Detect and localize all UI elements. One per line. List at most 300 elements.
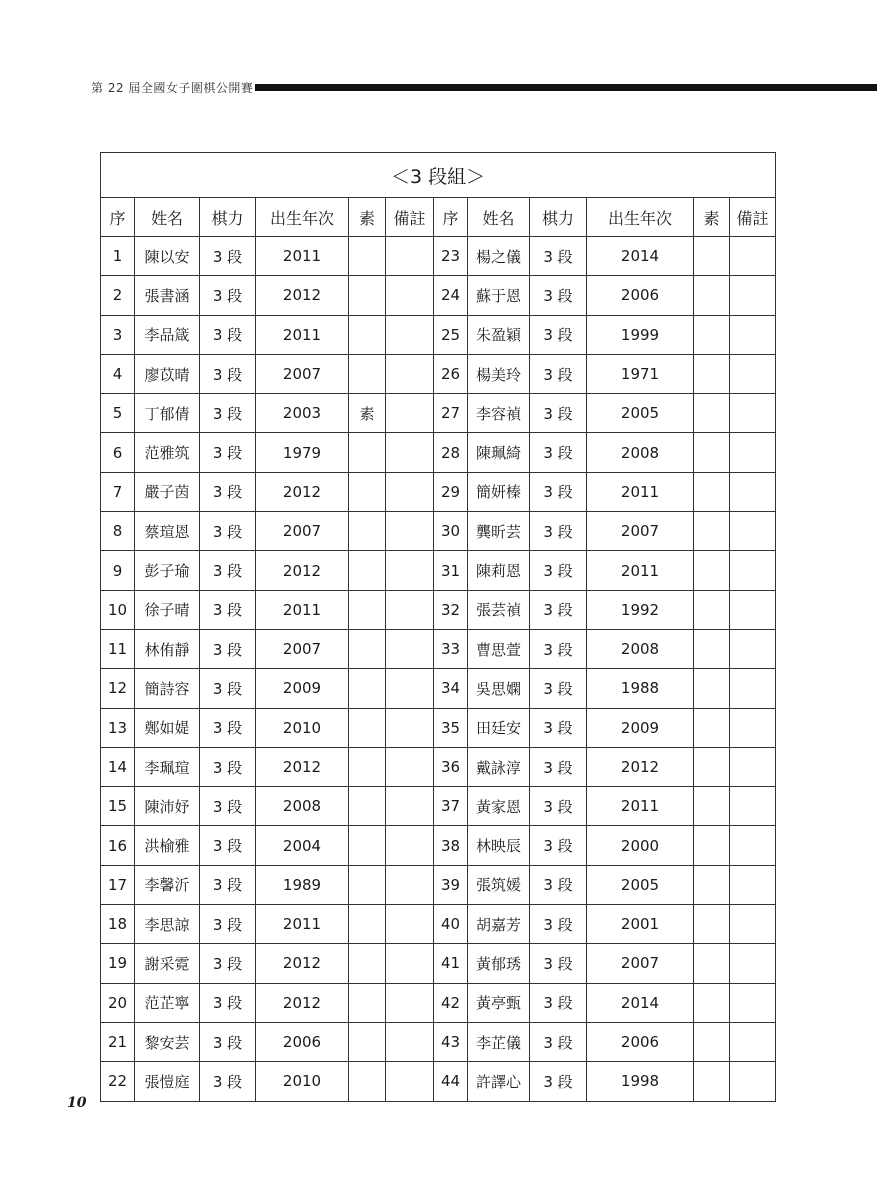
cell-amateur (349, 315, 386, 354)
cell-name: 李芷儀 (468, 1022, 530, 1061)
cell-seq: 31 (434, 551, 468, 590)
cell-name: 朱盈穎 (468, 315, 530, 354)
cell-remarks (730, 1062, 776, 1101)
cell-amateur (349, 629, 386, 668)
cell-remarks (730, 983, 776, 1022)
cell-rank: 3 段 (200, 590, 256, 629)
cell-amateur (349, 354, 386, 393)
column-header-name: 姓名 (135, 198, 200, 237)
cell-seq: 24 (434, 276, 468, 315)
cell-name: 李馨沂 (135, 865, 200, 904)
cell-birth-year: 2007 (256, 629, 349, 668)
cell-name: 丁郁倩 (135, 394, 200, 433)
cell-birth-year: 2008 (587, 433, 694, 472)
cell-amateur (694, 865, 730, 904)
cell-remarks (386, 708, 434, 747)
cell-seq: 8 (101, 512, 135, 551)
cell-rank: 3 段 (200, 551, 256, 590)
column-header-seq: 序 (434, 198, 468, 237)
cell-amateur (694, 669, 730, 708)
cell-birth-year: 1992 (587, 590, 694, 629)
cell-remarks (386, 237, 434, 276)
cell-rank: 3 段 (530, 708, 587, 747)
cell-seq: 32 (434, 590, 468, 629)
cell-rank: 3 段 (200, 1022, 256, 1061)
cell-birth-year: 2011 (256, 905, 349, 944)
cell-amateur (694, 237, 730, 276)
cell-rank: 3 段 (200, 865, 256, 904)
cell-birth-year: 2005 (587, 394, 694, 433)
cell-birth-year: 2010 (256, 708, 349, 747)
cell-amateur (349, 472, 386, 511)
cell-remarks (730, 315, 776, 354)
cell-amateur (694, 708, 730, 747)
cell-seq: 11 (101, 629, 135, 668)
cell-name: 李思諒 (135, 905, 200, 944)
cell-birth-year: 2008 (587, 629, 694, 668)
cell-amateur (349, 983, 386, 1022)
cell-amateur (694, 551, 730, 590)
cell-remarks (386, 590, 434, 629)
cell-name: 楊之儀 (468, 237, 530, 276)
cell-name: 范雅筑 (135, 433, 200, 472)
cell-amateur (694, 983, 730, 1022)
cell-birth-year: 2012 (256, 551, 349, 590)
cell-remarks (386, 472, 434, 511)
cell-amateur (694, 747, 730, 786)
cell-birth-year: 2007 (256, 512, 349, 551)
cell-remarks (386, 551, 434, 590)
cell-amateur (694, 1022, 730, 1061)
table-title-row (101, 153, 776, 198)
cell-name: 黃郁琇 (468, 944, 530, 983)
cell-name: 簡詩容 (135, 669, 200, 708)
table-row (101, 237, 776, 276)
cell-name: 張筑媛 (468, 865, 530, 904)
cell-amateur (694, 944, 730, 983)
cell-rank: 3 段 (530, 826, 587, 865)
cell-seq: 41 (434, 944, 468, 983)
cell-seq: 1 (101, 237, 135, 276)
cell-amateur (694, 276, 730, 315)
table-row (101, 905, 776, 944)
cell-rank: 3 段 (530, 394, 587, 433)
cell-birth-year: 2012 (256, 472, 349, 511)
cell-birth-year: 2006 (587, 1022, 694, 1061)
cell-rank: 3 段 (200, 708, 256, 747)
column-header-rank: 棋力 (200, 198, 256, 237)
cell-remarks (730, 472, 776, 511)
cell-rank: 3 段 (530, 512, 587, 551)
cell-amateur (349, 237, 386, 276)
cell-birth-year: 1989 (256, 865, 349, 904)
cell-remarks (386, 1022, 434, 1061)
cell-birth-year: 2012 (256, 276, 349, 315)
table-row (101, 944, 776, 983)
cell-birth-year: 2008 (256, 787, 349, 826)
cell-birth-year: 2012 (256, 747, 349, 786)
cell-name: 林侑靜 (135, 629, 200, 668)
table-body (101, 237, 776, 1102)
cell-seq: 13 (101, 708, 135, 747)
cell-rank: 3 段 (200, 826, 256, 865)
cell-name: 李容禎 (468, 394, 530, 433)
cell-remarks (386, 354, 434, 393)
cell-rank: 3 段 (200, 472, 256, 511)
table-row (101, 826, 776, 865)
table-row (101, 276, 776, 315)
cell-remarks (730, 905, 776, 944)
cell-rank: 3 段 (200, 983, 256, 1022)
cell-amateur (349, 669, 386, 708)
cell-amateur (694, 590, 730, 629)
cell-amateur (349, 1022, 386, 1061)
column-header-remarks: 備註 (730, 198, 776, 237)
cell-remarks (386, 315, 434, 354)
table-row (101, 394, 776, 433)
cell-seq: 29 (434, 472, 468, 511)
cell-remarks (730, 354, 776, 393)
cell-rank: 3 段 (530, 905, 587, 944)
cell-birth-year: 2007 (587, 512, 694, 551)
cell-birth-year: 2006 (256, 1022, 349, 1061)
cell-amateur (349, 1062, 386, 1101)
cell-amateur (349, 551, 386, 590)
cell-remarks (730, 590, 776, 629)
cell-remarks (386, 669, 434, 708)
cell-remarks (386, 826, 434, 865)
cell-remarks (730, 237, 776, 276)
roster-table (100, 152, 776, 1102)
cell-seq: 38 (434, 826, 468, 865)
cell-seq: 26 (434, 354, 468, 393)
cell-birth-year: 2011 (587, 472, 694, 511)
table-row (101, 1062, 776, 1101)
cell-amateur (694, 433, 730, 472)
cell-rank: 3 段 (200, 905, 256, 944)
table-row (101, 315, 776, 354)
cell-name: 廖苡晴 (135, 354, 200, 393)
cell-birth-year: 2009 (256, 669, 349, 708)
cell-seq: 3 (101, 315, 135, 354)
cell-remarks (386, 394, 434, 433)
table-row (101, 512, 776, 551)
cell-rank: 3 段 (530, 944, 587, 983)
cell-seq: 39 (434, 865, 468, 904)
cell-amateur (349, 826, 386, 865)
cell-seq: 34 (434, 669, 468, 708)
cell-name: 彭子瑜 (135, 551, 200, 590)
cell-seq: 5 (101, 394, 135, 433)
cell-name: 田廷安 (468, 708, 530, 747)
cell-birth-year: 1998 (587, 1062, 694, 1101)
cell-birth-year: 2012 (587, 747, 694, 786)
cell-birth-year: 2010 (256, 1062, 349, 1101)
cell-birth-year: 2001 (587, 905, 694, 944)
cell-rank: 3 段 (530, 629, 587, 668)
table-row (101, 983, 776, 1022)
cell-remarks (386, 905, 434, 944)
cell-birth-year: 2007 (587, 944, 694, 983)
cell-seq: 15 (101, 787, 135, 826)
cell-seq: 19 (101, 944, 135, 983)
cell-rank: 3 段 (530, 865, 587, 904)
cell-name: 吳思嫻 (468, 669, 530, 708)
cell-remarks (730, 747, 776, 786)
cell-birth-year: 2011 (587, 551, 694, 590)
cell-name: 龔昕芸 (468, 512, 530, 551)
cell-amateur (349, 747, 386, 786)
table-title: ＜3 段組＞ (101, 153, 776, 198)
cell-rank: 3 段 (200, 1062, 256, 1101)
cell-seq: 43 (434, 1022, 468, 1061)
cell-rank: 3 段 (200, 394, 256, 433)
cell-seq: 44 (434, 1062, 468, 1101)
cell-rank: 3 段 (200, 629, 256, 668)
cell-remarks (730, 1022, 776, 1061)
cell-remarks (386, 787, 434, 826)
cell-name: 范芷寧 (135, 983, 200, 1022)
running-header (91, 78, 877, 96)
cell-name: 曹思萱 (468, 629, 530, 668)
cell-rank: 3 段 (530, 669, 587, 708)
cell-birth-year: 2011 (256, 237, 349, 276)
cell-rank: 3 段 (530, 433, 587, 472)
cell-seq: 2 (101, 276, 135, 315)
cell-name: 陳以安 (135, 237, 200, 276)
cell-seq: 35 (434, 708, 468, 747)
cell-amateur (349, 512, 386, 551)
cell-birth-year: 2004 (256, 826, 349, 865)
cell-name: 張芸禎 (468, 590, 530, 629)
table-row (101, 433, 776, 472)
cell-name: 陳珮綺 (468, 433, 530, 472)
table-row (101, 354, 776, 393)
cell-remarks (730, 944, 776, 983)
cell-seq: 33 (434, 629, 468, 668)
cell-remarks (730, 787, 776, 826)
cell-name: 蘇于恩 (468, 276, 530, 315)
cell-name: 嚴子茵 (135, 472, 200, 511)
cell-rank: 3 段 (200, 276, 256, 315)
cell-name: 李珮瑄 (135, 747, 200, 786)
cell-birth-year: 2011 (587, 787, 694, 826)
table-row (101, 1022, 776, 1061)
cell-birth-year: 2005 (587, 865, 694, 904)
cell-amateur (349, 708, 386, 747)
table-row (101, 669, 776, 708)
column-header-remarks: 備註 (386, 198, 434, 237)
cell-remarks (730, 512, 776, 551)
cell-birth-year: 2007 (256, 354, 349, 393)
cell-birth-year: 2012 (256, 944, 349, 983)
cell-seq: 30 (434, 512, 468, 551)
cell-name: 許譯心 (468, 1062, 530, 1101)
cell-birth-year: 2012 (256, 983, 349, 1022)
cell-amateur (349, 276, 386, 315)
cell-seq: 40 (434, 905, 468, 944)
cell-name: 林映辰 (468, 826, 530, 865)
column-header-name: 姓名 (468, 198, 530, 237)
cell-amateur (349, 787, 386, 826)
column-header-seq: 序 (101, 198, 135, 237)
cell-rank: 3 段 (530, 315, 587, 354)
cell-seq: 6 (101, 433, 135, 472)
cell-seq: 21 (101, 1022, 135, 1061)
cell-remarks (386, 512, 434, 551)
table-row (101, 787, 776, 826)
cell-seq: 36 (434, 747, 468, 786)
cell-remarks (386, 276, 434, 315)
cell-amateur (349, 865, 386, 904)
cell-rank: 3 段 (200, 669, 256, 708)
cell-name: 張愷庭 (135, 1062, 200, 1101)
cell-name: 黃家恩 (468, 787, 530, 826)
column-header-birth-year: 出生年次 (587, 198, 694, 237)
cell-rank: 3 段 (200, 315, 256, 354)
table-row (101, 747, 776, 786)
cell-amateur (694, 354, 730, 393)
cell-rank: 3 段 (200, 237, 256, 276)
cell-birth-year: 2000 (587, 826, 694, 865)
cell-rank: 3 段 (530, 1022, 587, 1061)
cell-remarks (730, 629, 776, 668)
table-row (101, 865, 776, 904)
cell-remarks (730, 433, 776, 472)
cell-name: 戴詠淳 (468, 747, 530, 786)
cell-remarks (386, 865, 434, 904)
cell-birth-year: 1999 (587, 315, 694, 354)
cell-rank: 3 段 (530, 747, 587, 786)
table-row (101, 708, 776, 747)
cell-remarks (730, 826, 776, 865)
cell-amateur (694, 315, 730, 354)
cell-name: 胡嘉芳 (468, 905, 530, 944)
cell-amateur (694, 512, 730, 551)
cell-rank: 3 段 (200, 747, 256, 786)
cell-amateur (694, 905, 730, 944)
cell-rank: 3 段 (200, 354, 256, 393)
cell-birth-year: 1988 (587, 669, 694, 708)
cell-seq: 18 (101, 905, 135, 944)
column-header-amateur: 素 (694, 198, 730, 237)
cell-remarks (386, 629, 434, 668)
cell-birth-year: 2003 (256, 394, 349, 433)
cell-birth-year: 1979 (256, 433, 349, 472)
cell-name: 簡妍榛 (468, 472, 530, 511)
cell-seq: 25 (434, 315, 468, 354)
cell-amateur: 素 (349, 394, 386, 433)
cell-seq: 14 (101, 747, 135, 786)
table-row (101, 590, 776, 629)
cell-amateur (349, 590, 386, 629)
cell-name: 鄭如媞 (135, 708, 200, 747)
cell-amateur (349, 944, 386, 983)
cell-remarks (730, 551, 776, 590)
cell-birth-year: 2014 (587, 237, 694, 276)
cell-seq: 4 (101, 354, 135, 393)
cell-name: 張書涵 (135, 276, 200, 315)
cell-amateur (694, 1062, 730, 1101)
cell-rank: 3 段 (530, 983, 587, 1022)
cell-seq: 7 (101, 472, 135, 511)
cell-seq: 28 (434, 433, 468, 472)
cell-amateur (694, 472, 730, 511)
cell-name: 李品箴 (135, 315, 200, 354)
table-row (101, 629, 776, 668)
cell-name: 蔡瑄恩 (135, 512, 200, 551)
cell-rank: 3 段 (530, 354, 587, 393)
cell-name: 陳沛妤 (135, 787, 200, 826)
cell-name: 徐子晴 (135, 590, 200, 629)
cell-amateur (349, 905, 386, 944)
page-number: 10 (67, 1095, 87, 1111)
cell-amateur (694, 629, 730, 668)
cell-name: 黃亭甄 (468, 983, 530, 1022)
header-title: 第 22 屆全國女子圍棋公開賽 (91, 80, 254, 95)
cell-birth-year: 2006 (587, 276, 694, 315)
cell-seq: 37 (434, 787, 468, 826)
cell-seq: 10 (101, 590, 135, 629)
column-header-amateur: 素 (349, 198, 386, 237)
table-header-row (101, 198, 776, 237)
cell-birth-year: 2011 (256, 590, 349, 629)
cell-remarks (386, 433, 434, 472)
cell-remarks (386, 1062, 434, 1101)
cell-remarks (386, 747, 434, 786)
cell-seq: 42 (434, 983, 468, 1022)
cell-rank: 3 段 (530, 1062, 587, 1101)
cell-birth-year: 2014 (587, 983, 694, 1022)
cell-seq: 9 (101, 551, 135, 590)
table-row (101, 472, 776, 511)
column-header-birth-year: 出生年次 (256, 198, 349, 237)
cell-seq: 16 (101, 826, 135, 865)
cell-rank: 3 段 (200, 433, 256, 472)
column-header-rank: 棋力 (530, 198, 587, 237)
cell-remarks (730, 708, 776, 747)
cell-rank: 3 段 (200, 512, 256, 551)
cell-rank: 3 段 (530, 551, 587, 590)
cell-name: 楊美玲 (468, 354, 530, 393)
cell-rank: 3 段 (200, 944, 256, 983)
cell-seq: 22 (101, 1062, 135, 1101)
cell-amateur (349, 433, 386, 472)
cell-birth-year: 2009 (587, 708, 694, 747)
cell-name: 謝采霓 (135, 944, 200, 983)
cell-name: 洪榆雅 (135, 826, 200, 865)
cell-amateur (694, 826, 730, 865)
cell-name: 黎安芸 (135, 1022, 200, 1061)
cell-rank: 3 段 (200, 787, 256, 826)
cell-remarks (730, 394, 776, 433)
cell-seq: 23 (434, 237, 468, 276)
cell-amateur (694, 787, 730, 826)
cell-rank: 3 段 (530, 237, 587, 276)
cell-rank: 3 段 (530, 590, 587, 629)
cell-remarks (386, 944, 434, 983)
cell-remarks (730, 865, 776, 904)
cell-amateur (694, 394, 730, 433)
header-rule (255, 84, 877, 91)
cell-rank: 3 段 (530, 472, 587, 511)
cell-seq: 27 (434, 394, 468, 433)
cell-birth-year: 1971 (587, 354, 694, 393)
cell-remarks (730, 669, 776, 708)
cell-rank: 3 段 (530, 787, 587, 826)
cell-seq: 12 (101, 669, 135, 708)
cell-birth-year: 2011 (256, 315, 349, 354)
